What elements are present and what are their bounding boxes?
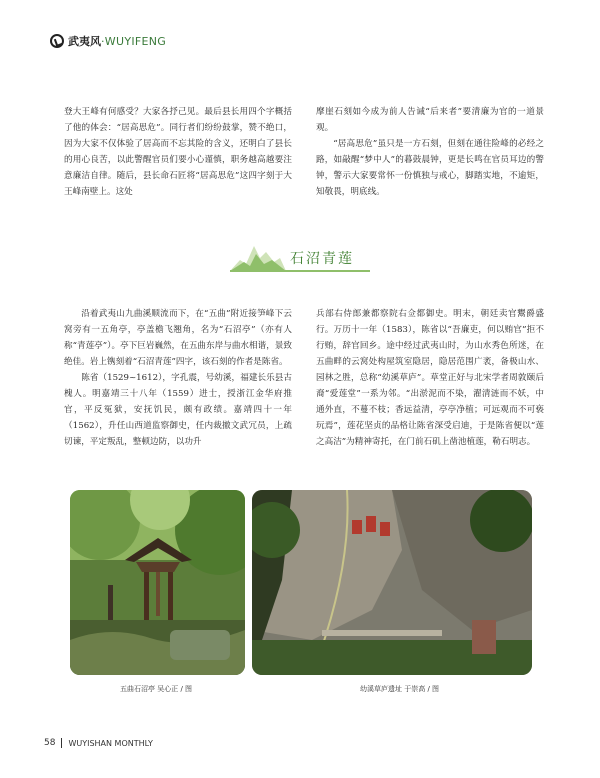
brand-name-en: WUYIFENG [104, 34, 167, 48]
paragraph: 摩崖石刻如今成为前人告诫“后来者”要清廉为官的一道景观。 [316, 107, 544, 133]
page-footer [44, 738, 153, 748]
paragraph: 陈省（1529~1612），字孔震，号幼溪，福建长乐县古槐人。明嘉靖三十八年（1559）进士，授浙江金华府推官，平反冤狱，安抚饥民，颇有政绩。嘉靖四十一年（1562），升任山西道监察御史，任内裁撤文武冗员，上疏切谏，平定叛乱，整顿边防，以功升 [64, 373, 292, 447]
photo-caption: 五曲石沼亭 吴心正 / 图 [120, 685, 193, 693]
title-rule [230, 270, 370, 272]
middle-left-column [64, 306, 292, 450]
paragraph: 沿着武夷山九曲溪顺流而下，在“五曲”附近接笋峰下云窝旁有一五角亭，亭盖檐飞翘角，名为“石沼亭”（亦有人称“青莲亭”）。亭下巨岩巍然，在五曲东岸与曲水相谐，景致绝佳。岩上镌刻着“石沼青莲”四字，该石刻的作者是陈省。 [64, 309, 292, 367]
brand-name-cn: 武夷风 [68, 35, 101, 48]
section-heading [230, 240, 370, 274]
pavilion-photo [70, 490, 245, 675]
brand-separator: · [101, 34, 105, 48]
page-number: 58 [44, 738, 56, 748]
section-title: 石沼青莲 [290, 251, 354, 267]
masthead [50, 30, 166, 52]
logo-icon [50, 34, 64, 48]
magazine-name: WUYISHAN MONTHLY [68, 738, 153, 748]
photo-caption: 幼溪草庐遗址 于崇高 / 图 [360, 685, 440, 693]
footer-divider [61, 738, 62, 748]
top-right-column [316, 104, 544, 200]
ruins-photo [252, 490, 532, 675]
top-left-column [64, 104, 292, 200]
paragraph: 兵部右侍郎兼都察院右佥都御史。明末，朝廷卖官鬻爵盛行。万历十一年（1583），陈省以“吾廉吏，何以贿官”拒不行贿，辞官回乡。途中经过武夷山时，为山水秀色所迷，在五曲畔的云窝处构屋筑室隐居，隐居范围广袤，备极山水、园林之胜，总称“幼溪草庐”。草堂正好与北宋学者周敦颐后裔“爱莲堂”一系为邻。“出淤泥而不染，濯清涟而不妖，中通外直，不蔓不枝；香远益清，亭亭净植；可远观而不可亵玩焉”，莲花坚贞的品格让陈省深受启迪，于是陈省便以“莲之高洁”为精神寄托，在门前石矶上凿池植莲，勒石明志。 [316, 309, 544, 447]
paragraph: 登大王峰有何感受？大家各抒己见。最后县长用四个字概括了他的体会：“居高思危”。同行者们纷纷鼓掌，赞不绝口，因为大家不仅体验了居高而不忘其险的含义，还明白了县长的用心良苦，以此警醒官员们要小心谨慎，职务越高越要注意廉洁自律。随后，县长命石匠将“居高思危”这四字刻于大王峰南壁上。这处 [64, 107, 292, 197]
mountain-icon [230, 240, 286, 272]
paragraph: “居高思危”虽只是一方石刻，但刻在通往险峰的必经之路，如敲醒“梦中人”的暮鼓晨钟，更是长鸣在官员耳边的警钟，警示大家要常怀一份慎独与戒心，脚踏实地，不逾矩，知敬畏，明底线。 [316, 139, 544, 197]
middle-right-column [316, 306, 544, 450]
